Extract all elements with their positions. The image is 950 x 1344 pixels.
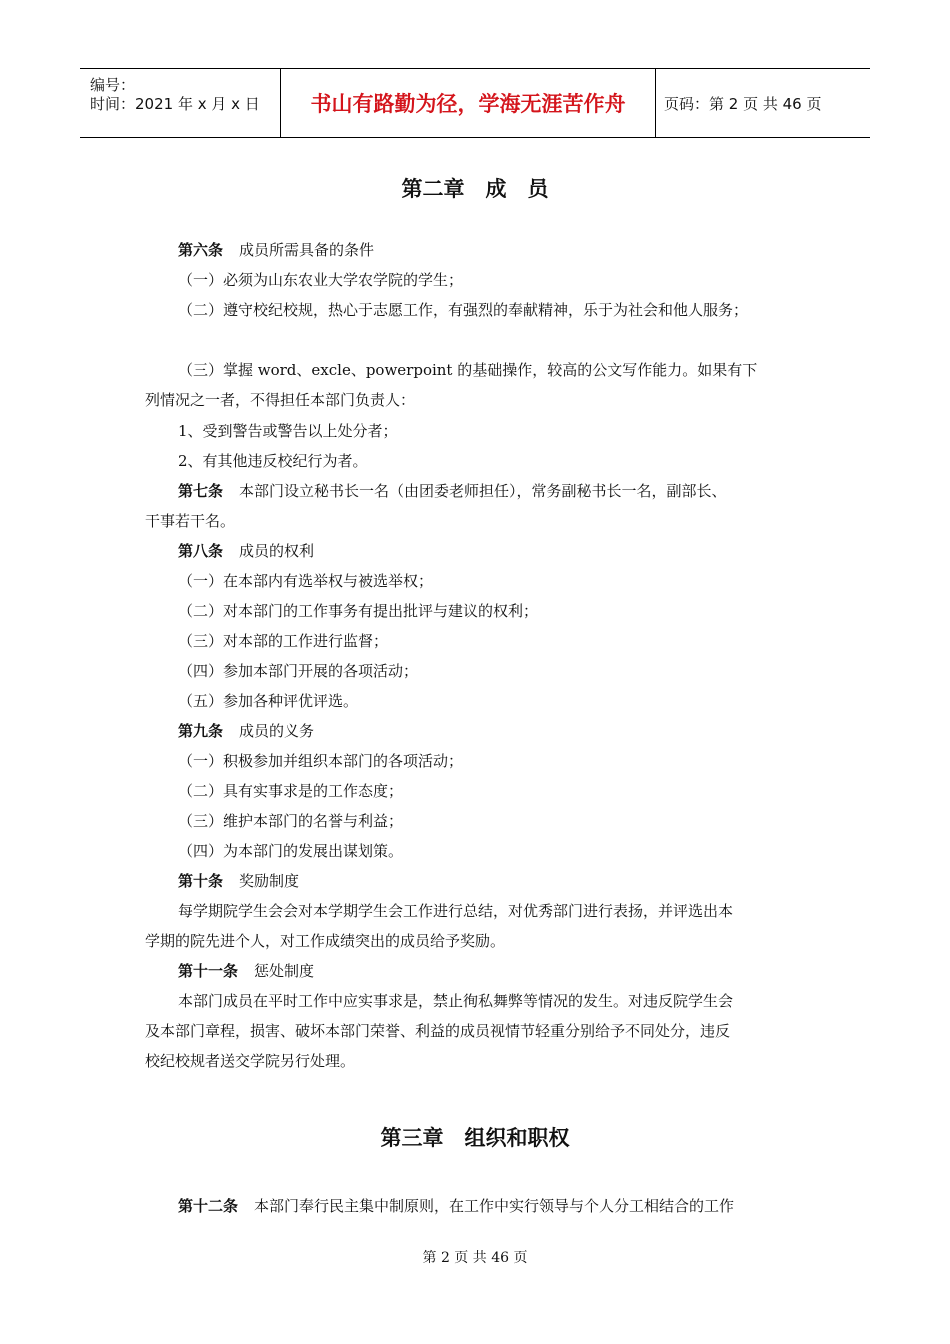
- list-item: （五）参加各种评优评选。: [178, 692, 359, 710]
- article-text: 本部门成员在平时工作中应实事求是，禁止徇私舞弊等情况的发生。对违反院学生会: [178, 992, 734, 1010]
- list-item: （三）对本部的工作进行监督；: [178, 632, 389, 650]
- chapter3-title: 第三章 组织和职权: [380, 1126, 570, 1150]
- list-item: （一）在本部内有选举权与被选举权；: [178, 572, 434, 590]
- article-text-continued: 学期的院先进个人，对工作成绩突出的成员给予奖励。: [145, 932, 506, 950]
- article-title: 惩处制度: [254, 962, 315, 980]
- article-number: 第八条: [178, 542, 224, 560]
- article-number: 第七条: [178, 482, 224, 500]
- list-item: （四）参加本部门开展的各项活动；: [178, 662, 419, 680]
- article-title: 成员的权利: [239, 542, 315, 560]
- article-12-heading: [178, 1196, 843, 1216]
- list-item: （三）维护本部门的名誉与利益；: [178, 812, 404, 830]
- article-title: 奖励制度: [239, 872, 300, 890]
- header-motto: 书山有路勤为径，学海无涯苦作舟: [280, 69, 656, 137]
- article-6-heading: [178, 240, 843, 260]
- article-text: 本部门设立秘书长一名（由团委老师担任），常务副秘书长一名，副部长、: [239, 482, 727, 500]
- article-number: 第九条: [178, 722, 224, 740]
- list-item: （三）掌握 word、excle、powerpoint 的基础操作，较高的公文写作能力。如果有下: [178, 361, 758, 379]
- article-text-continued: 校纪校规者送交学院另行处理。: [145, 1052, 356, 1070]
- list-item: （一）积极参加并组织本部门的各项活动；: [178, 752, 464, 770]
- article-number: 第十一条: [178, 962, 239, 980]
- list-item: 1、受到警告或警告以上处分者；: [178, 422, 398, 440]
- article-8-heading: [178, 541, 843, 561]
- article-11-heading: [178, 961, 843, 981]
- article-number: 第十二条: [178, 1197, 239, 1215]
- article-10-heading: [178, 871, 843, 891]
- list-item: 2、有其他违反校纪行为者。: [178, 452, 368, 470]
- number-label: 编号：: [90, 76, 136, 94]
- article-text-continued: 及本部门章程，损害、破坏本部门荣誉、利益的成员视情节轻重分别给予不同处分，违反: [145, 1022, 731, 1040]
- article-text-continued: 干事若干名。: [145, 512, 236, 530]
- article-title: 成员所需具备的条件: [239, 241, 375, 259]
- list-item: （一）必须为山东农业大学农学院的学生；: [178, 271, 464, 289]
- header-page-info: 页码：第 2 页 共 46 页: [664, 94, 822, 113]
- page-header: [80, 68, 870, 138]
- list-item: （四）为本部门的发展出谋划策。: [178, 842, 404, 860]
- article-title: 成员的义务: [239, 722, 315, 740]
- article-text: 本部门奉行民主集中制原则，在工作中实行领导与个人分工相结合的工作: [254, 1197, 735, 1215]
- list-item: （二）对本部门的工作事务有提出批评与建议的权利；: [178, 602, 539, 620]
- page-footer: 第 2 页 共 46 页: [422, 1250, 528, 1266]
- list-item: （二）遵守校纪校规，热心于志愿工作，有强烈的奉献精神，乐于为社会和他人服务；: [178, 301, 749, 319]
- article-number: 第十条: [178, 872, 224, 890]
- article-9-heading: [178, 721, 843, 741]
- time-label: 时间：2021 年 x 月 x 日: [90, 95, 260, 113]
- article-number: 第六条: [178, 241, 224, 259]
- chapter2-title: 第二章 成 员: [401, 177, 549, 201]
- list-item-continued: 列情况之一者，不得担任本部门负责人：: [145, 391, 416, 409]
- article-7-heading: [178, 481, 843, 501]
- list-item: （二）具有实事求是的工作态度；: [178, 782, 404, 800]
- header-meta: [80, 69, 280, 137]
- article-text: 每学期院学生会会对本学期学生会工作进行总结，对优秀部门进行表扬，并评选出本: [178, 902, 734, 920]
